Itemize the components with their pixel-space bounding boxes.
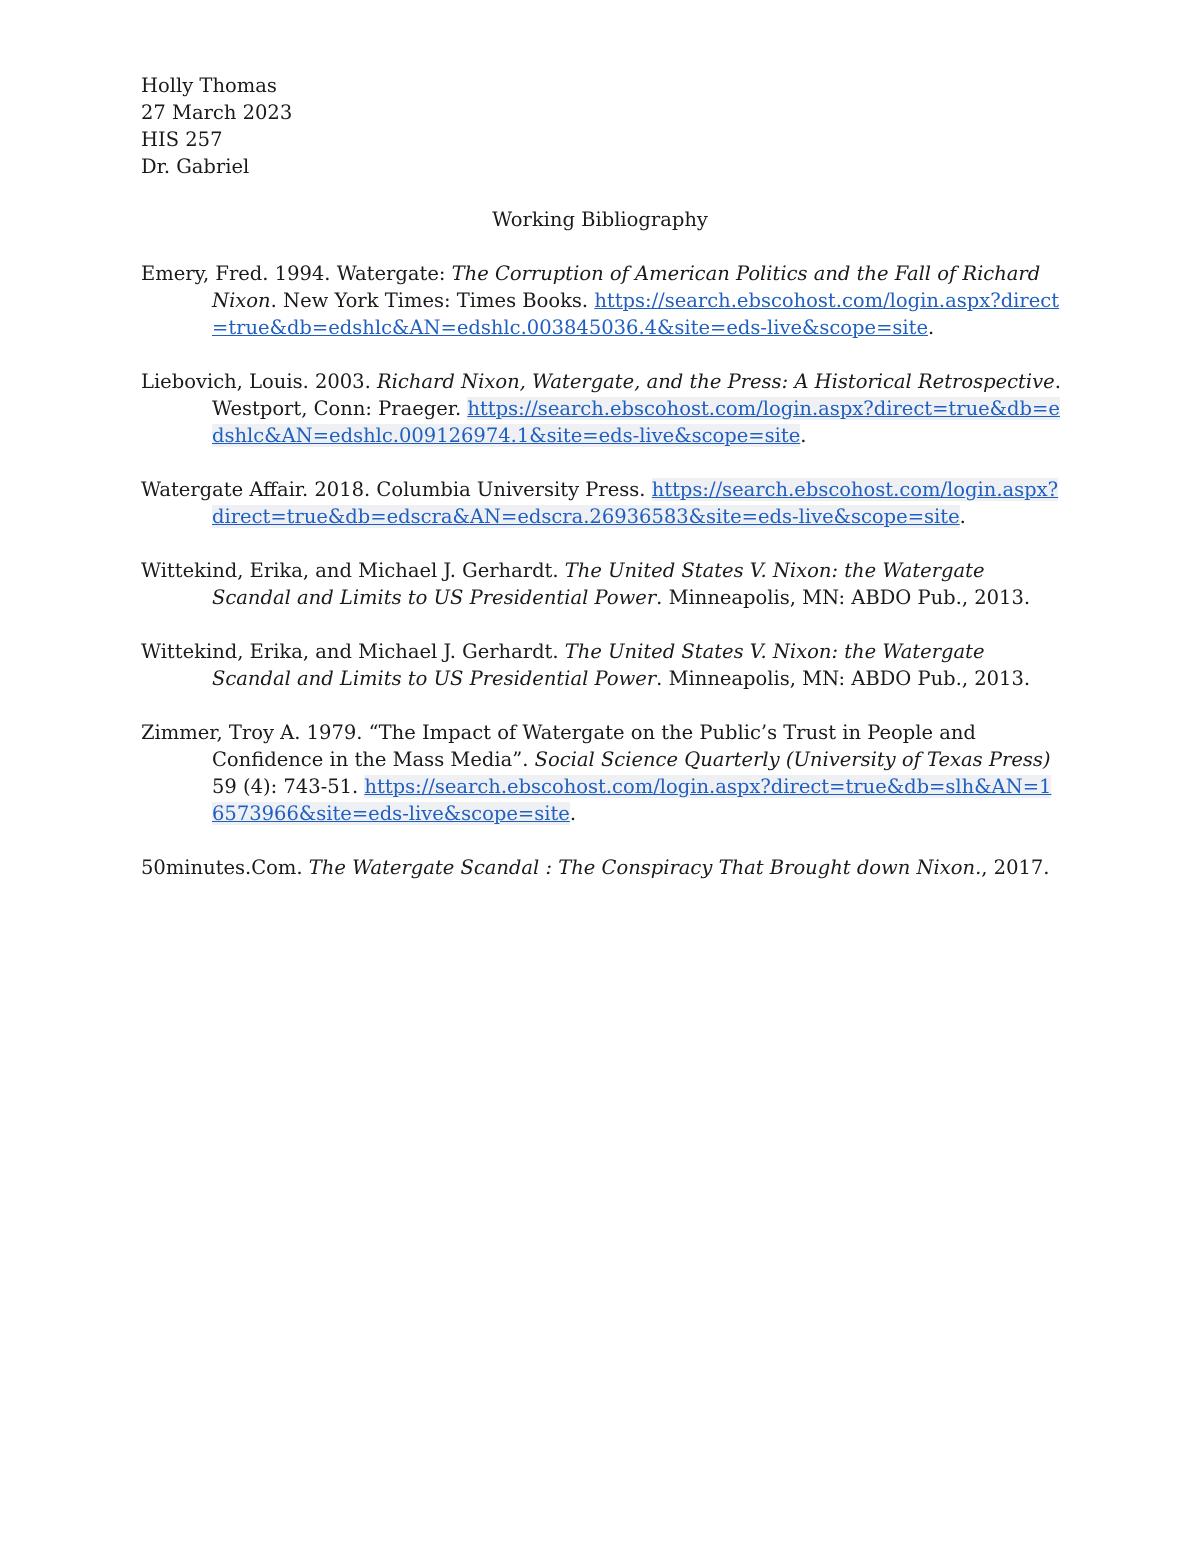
bibliography-entry bbox=[141, 854, 1061, 881]
bibliography-entry bbox=[141, 719, 1061, 827]
entry-text: . Minneapolis, MN: ABDO Pub., 2013. bbox=[656, 667, 1031, 690]
entry-punct: . bbox=[928, 316, 935, 339]
entry-title: The Watergate Scandal : The Conspiracy That Brought down Nixon. bbox=[308, 856, 982, 879]
entry-text: Wittekind, Erika, and Michael J. Gerhardt. bbox=[141, 559, 565, 582]
instructor-name: Dr. Gabriel bbox=[141, 155, 250, 178]
author-name: Holly Thomas bbox=[141, 74, 277, 97]
entry-punct: . bbox=[959, 505, 966, 528]
entry-text: 50minutes.Com. bbox=[141, 856, 309, 879]
entry-text: Zimmer, Troy A. 1979. “The Impact of Watergate on the Public’s Trust in People and Confidence in the Mass Media”. bbox=[141, 721, 976, 771]
bibliography-entry bbox=[141, 638, 1061, 692]
entry-text: . New York Times: Times Books. bbox=[270, 289, 595, 312]
entry-link[interactable]: https://search.ebscohost.com/login.aspx?direct=true&db=slh&AN=16573966&site=eds-live&scope=site bbox=[212, 775, 1052, 825]
entry-link[interactable]: https://search.ebscohost.com/login.aspx?direct=true&db=edshlc&AN=edshlc.009126974.1&site=eds-live&scope=site bbox=[212, 397, 1060, 447]
entry-text: . Westport, Conn: Praeger. bbox=[212, 370, 1061, 420]
header-block bbox=[141, 72, 1081, 180]
bibliography-entry bbox=[141, 557, 1061, 611]
course-code: HIS 257 bbox=[141, 128, 223, 151]
entry-text: Watergate Affair. 2018. Columbia University Press. bbox=[141, 478, 652, 501]
entry-text: Wittekind, Erika, and Michael J. Gerhardt. bbox=[141, 640, 565, 663]
entry-punct: . bbox=[800, 424, 807, 447]
bibliography-entry bbox=[141, 476, 1061, 530]
entry-text: , 2017. bbox=[981, 856, 1050, 879]
entry-title: Richard Nixon, Watergate, and the Press: A Historical Retrospective bbox=[377, 370, 1055, 393]
entry-text: . Minneapolis, MN: ABDO Pub., 2013. bbox=[656, 586, 1031, 609]
entry-title: Social Science Quarterly (University of Texas Press) bbox=[534, 748, 1051, 771]
entry-text: Emery, Fred. 1994. Watergate: bbox=[141, 262, 452, 285]
entry-link[interactable]: https://search.ebscohost.com/login.aspx?direct=true&db=edscra&AN=edscra.26936583&site=eds-live&scope=site bbox=[212, 478, 1059, 528]
document-date: 27 March 2023 bbox=[141, 101, 293, 124]
bibliography-list bbox=[141, 260, 1061, 881]
entry-title: The United States V. Nixon: the Watergate Scandal and Limits to US Presidential Power bbox=[212, 559, 985, 609]
entry-title: The Corruption of American Politics and the Fall of Richard Nixon bbox=[212, 262, 1041, 312]
entry-text: Liebovich, Louis. 2003. bbox=[141, 370, 377, 393]
entry-title: The United States V. Nixon: the Watergate Scandal and Limits to US Presidential Power bbox=[212, 640, 985, 690]
entry-link[interactable]: https://search.ebscohost.com/login.aspx?direct=true&db=edshlc&AN=edshlc.003845036.4&site=eds-live&scope=site bbox=[212, 289, 1060, 339]
page-title: Working Bibliography bbox=[492, 208, 708, 231]
entry-text: 59 (4): 743-51. bbox=[212, 775, 365, 798]
bibliography-entry bbox=[141, 260, 1061, 341]
bibliography-entry bbox=[141, 368, 1061, 449]
entry-punct: . bbox=[569, 802, 577, 825]
